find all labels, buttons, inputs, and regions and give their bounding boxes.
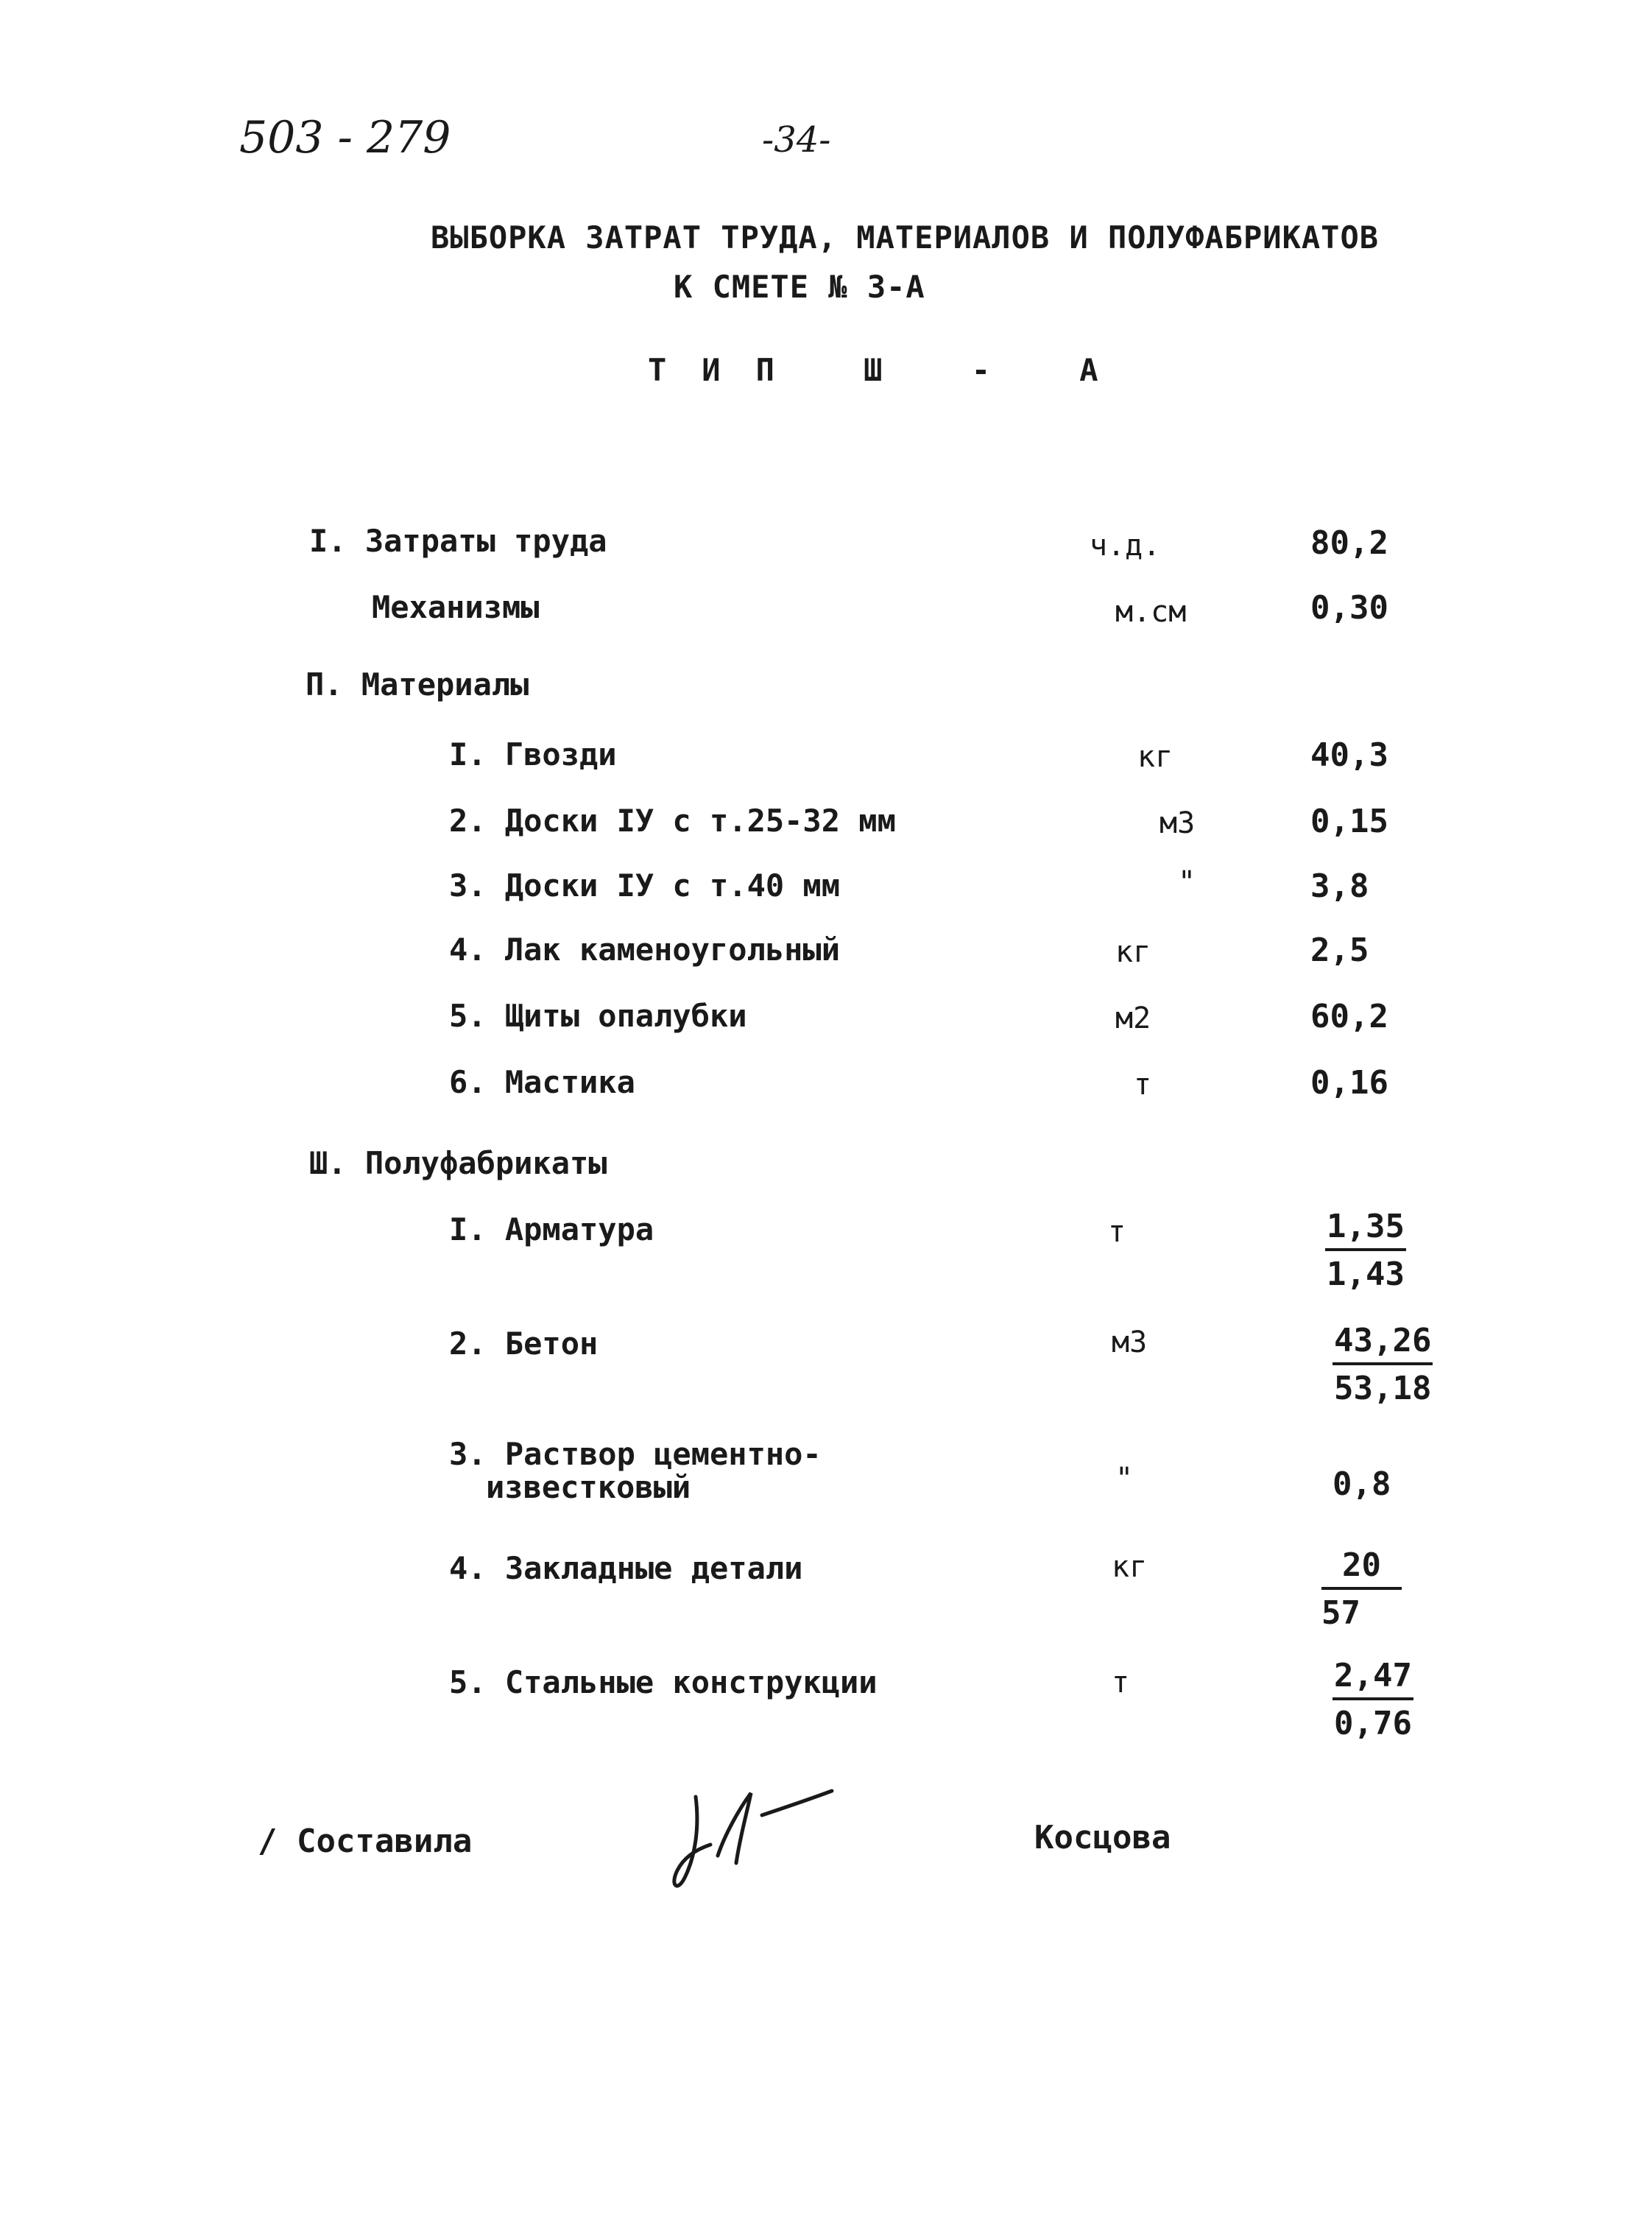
semifinished-unit: м3: [1112, 1325, 1148, 1359]
semifinished-item-continuation: известковый: [486, 1469, 691, 1505]
material-value: 40,3: [1310, 736, 1388, 774]
material-unit: т: [1134, 1068, 1152, 1102]
fraction-denominator: 57: [1321, 1594, 1360, 1632]
section-semifinished-heading: Ш. Полуфабрикаты: [309, 1145, 607, 1181]
material-unit: кг: [1137, 740, 1173, 774]
section-labor-value: 80,2: [1310, 524, 1388, 562]
fraction-numerator: 1,35: [1325, 1208, 1406, 1251]
mechanisms-value: 0,30: [1310, 589, 1388, 627]
material-value: 2,5: [1310, 932, 1369, 969]
semifinished-item: 2. Бетон: [449, 1325, 599, 1362]
document-subtitle: К СМЕТЕ № 3-А: [674, 269, 925, 305]
semifinished-fraction: [1332, 1657, 1413, 1742]
section-labor-unit: ч.д.: [1090, 529, 1161, 563]
material-item: 5. Щиты опалубки: [449, 998, 747, 1034]
page-number: -34-: [762, 119, 831, 161]
material-item: 4. Лак каменоугольный: [449, 932, 841, 968]
document-type: ТИП Ш - А: [648, 352, 1134, 388]
material-item: 3. Доски IУ с т.40 мм: [449, 867, 841, 904]
fraction-denominator: 0,76: [1334, 1705, 1412, 1742]
semifinished-fraction: [1321, 1546, 1402, 1632]
compiled-by-label: / Составила: [258, 1823, 473, 1860]
semifinished-item: 3. Раствор цементно-: [449, 1436, 822, 1472]
semifinished-item: 5. Стальные конструкции: [449, 1664, 878, 1700]
material-item: 2. Доски IУ с т.25-32 мм: [449, 803, 896, 839]
material-value: 3,8: [1310, 867, 1369, 905]
fraction-numerator: 2,47: [1332, 1657, 1413, 1700]
fraction-numerator: 43,26: [1332, 1322, 1433, 1365]
semifinished-fraction: [1325, 1208, 1406, 1293]
material-item: 6. Мастика: [449, 1064, 635, 1100]
semifinished-unit: т: [1108, 1215, 1126, 1249]
signature-icon: [666, 1775, 843, 1900]
mechanisms-label: Механизмы: [372, 589, 540, 625]
document-title: ВЫБОРКА ЗАТРАТ ТРУДА, МАТЕРИАЛОВ И ПОЛУФАБРИКАТОВ: [431, 219, 1380, 256]
material-unit: м2: [1115, 1001, 1151, 1035]
section-labor-heading: I. Затраты труда: [309, 523, 607, 559]
fraction-denominator: 53,18: [1334, 1370, 1432, 1407]
fraction-denominator: 1,43: [1327, 1256, 1405, 1293]
document-code: 503 - 279: [239, 112, 451, 163]
semifinished-item: 4. Закладные детали: [449, 1550, 803, 1586]
material-unit: кг: [1115, 935, 1151, 969]
material-value: 60,2: [1310, 998, 1388, 1035]
semifinished-unit: т: [1112, 1666, 1130, 1700]
signer-name: Косцова: [1034, 1819, 1171, 1856]
semifinished-fraction: [1332, 1322, 1433, 1407]
material-value: 0,15: [1310, 803, 1388, 840]
semifinished-value: 0,8: [1332, 1465, 1391, 1503]
material-item: I. Гвозди: [449, 736, 617, 772]
material-unit: ": [1178, 865, 1196, 899]
semifinished-unit: ": [1115, 1462, 1134, 1496]
section-materials-heading: П. Материалы: [306, 666, 529, 703]
material-unit: м3: [1159, 806, 1196, 840]
semifinished-unit: кг: [1112, 1550, 1148, 1584]
material-value: 0,16: [1310, 1064, 1388, 1102]
mechanisms-unit: м.см: [1115, 595, 1187, 629]
semifinished-item: I. Арматура: [449, 1211, 654, 1247]
fraction-numerator: 20: [1321, 1546, 1402, 1590]
